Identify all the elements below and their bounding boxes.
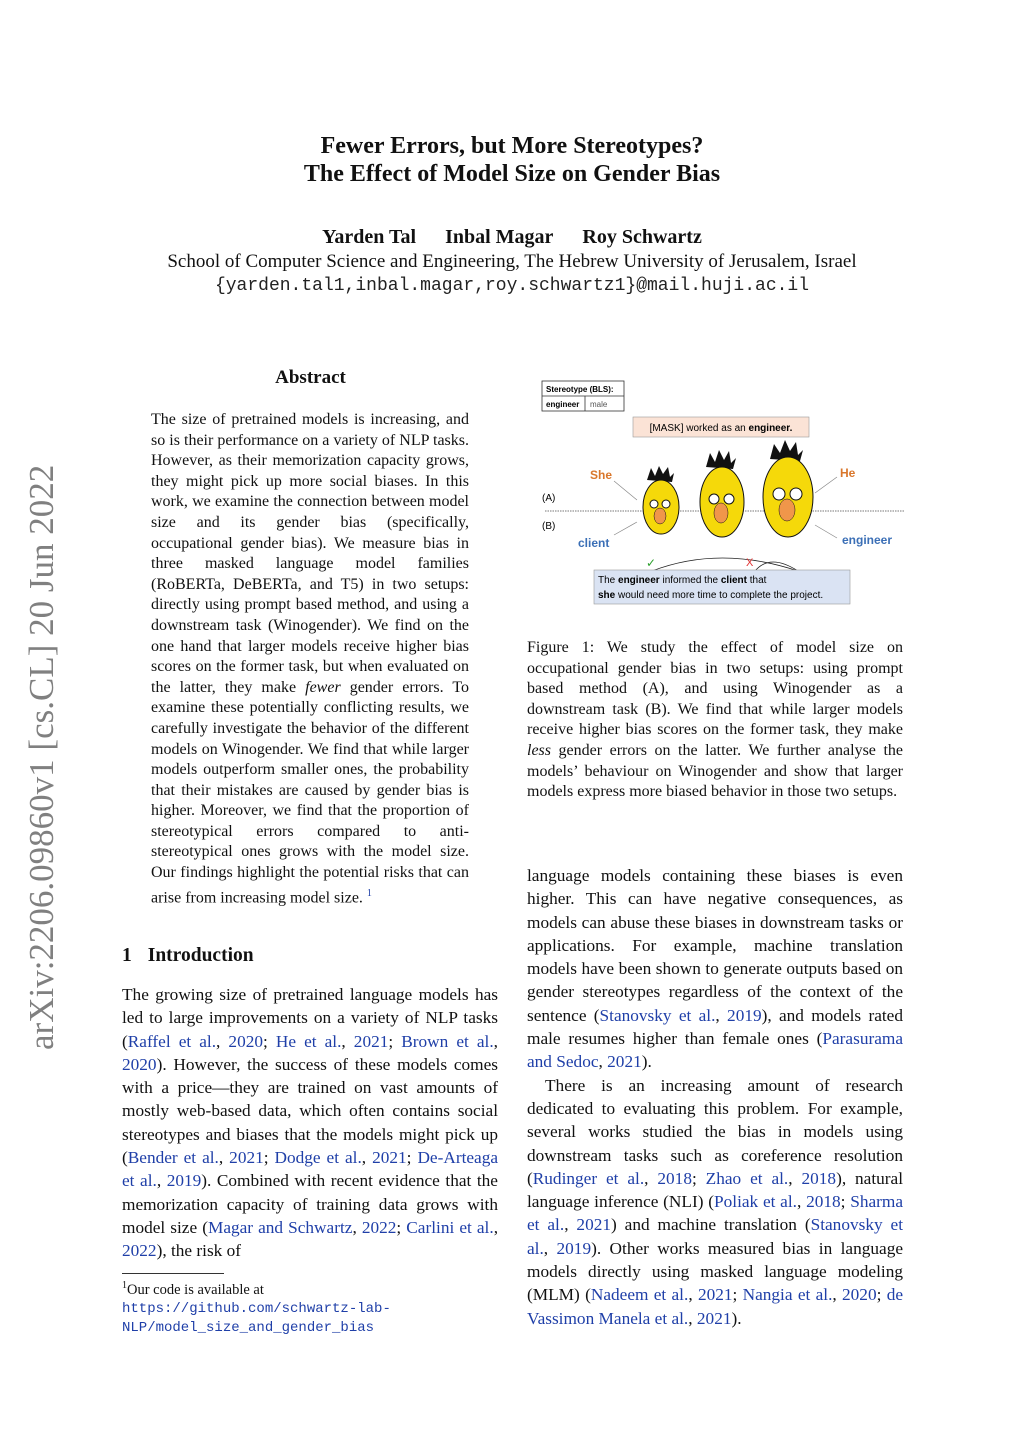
citation-link[interactable]: Poliak et al.	[714, 1192, 797, 1212]
citation-link[interactable]: de Vassimon Manela et al.	[527, 1285, 903, 1328]
text-run: ), natural language inference (NLI) (	[527, 1168, 904, 1212]
introduction-paragraph	[527, 1074, 903, 1330]
text-run: ,	[216, 1031, 229, 1051]
text-run: ;	[840, 1192, 851, 1212]
text-run: ;	[406, 1148, 418, 1168]
citation-link[interactable]: 2021	[353, 1031, 389, 1051]
winogender-sentence-line-1	[598, 575, 767, 586]
figure-caption	[527, 638, 903, 803]
citation-link[interactable]: 2022	[122, 1241, 157, 1261]
text-run: ,	[796, 1192, 807, 1212]
svg-text:[MASK] worked as an engineer.	[650, 423, 793, 434]
text-run: There is an increasing amount of research dedicated to evaluating this problem. For example, several works studied the bias in models using downstream tasks such as coreference resolution (	[527, 1075, 903, 1188]
stereotype-table	[542, 381, 624, 411]
citation-link[interactable]: Parasurama and Sedoc	[527, 1029, 903, 1072]
prompt-box	[633, 417, 809, 437]
text-run: language models containing these biases is even higher. This can have negative consequences, as models can abuse these biases in downstream tasks or applications. For example, machine translation models have been shown to generate outputs based on gender stereotypes regardless of the context of the sentence (	[527, 866, 903, 1025]
text-run: ). Other works measured bias in language models directly using masked language modeling (MLM) (	[527, 1238, 903, 1305]
citation-link[interactable]: 2021	[696, 1308, 732, 1328]
bert-face-medium-icon	[700, 450, 744, 537]
text-run: gender errors on the latter. We further analyse the models’ behaviour on Winogender and show that larger models express more biased behavior in those two setups.	[527, 741, 903, 801]
affiliation: School of Computer Science and Engineering, The Hebrew University of Jerusalem, Israel	[167, 251, 857, 272]
text-run: ,	[352, 1217, 362, 1237]
section-heading-introduction	[122, 945, 254, 967]
abstract-heading: Abstract	[275, 367, 346, 388]
text-run: ,	[788, 1168, 802, 1188]
paper-title	[0, 132, 1024, 188]
citation-link[interactable]: 2021	[576, 1215, 611, 1235]
text-run: The size of pretrained models is increasing, and so is their performance on a variety of NLP tasks. However, as their memorization capacity grows, they might pick up more social biases. In this work, we examine the connection between model size and its gender bias (specifically, occupational gender bias). We measure bias in three masked language model families (RoBERTa, DeBERTa, and T5) in two setups: directly using prompt based method, and using a downstream task (Winogender). We find on the one hand that larger models receive higher bias scores on the former task, but when evaluated on the latter, they make	[151, 411, 469, 696]
winogender-sentence-line-2	[598, 590, 823, 601]
text-run: ,	[644, 1168, 658, 1188]
author-emails: {yarden.tal1,inbal.magar,roy.schwartz1}@mail.huji.ac.il	[214, 276, 810, 296]
text-run: Figure 1: We study the effect of model size on occupational gender bias in two setups: using prompt based method (A), and using Winogender as a downstream task (B). We find that while larger models receive higher bias scores on the former task, they make	[527, 639, 903, 739]
footnote-mark: 1	[122, 1280, 127, 1291]
citation-link[interactable]: 2021	[229, 1148, 264, 1168]
cross-icon: X	[746, 557, 754, 569]
text-run: ), the risk of	[156, 1241, 242, 1261]
citation-link[interactable]: He et al.	[275, 1031, 342, 1051]
text-run: ) and machine translation (	[610, 1215, 811, 1235]
citation-link[interactable]: 2018	[806, 1192, 841, 1212]
citation-link[interactable]: Carlini et al.	[406, 1217, 494, 1237]
text-run: ,	[493, 1031, 498, 1051]
citation-link[interactable]: Zhao et al.	[705, 1168, 789, 1188]
title-line-1: Fewer Errors, but More Stereotypes?	[320, 133, 704, 159]
citation-link[interactable]: Stanovsky et al.	[599, 1005, 716, 1025]
citation-link[interactable]: 2022	[361, 1217, 397, 1237]
footnote	[122, 1277, 498, 1337]
citation-link[interactable]: 2018	[801, 1168, 837, 1188]
sentence-text: informed the	[659, 575, 721, 586]
citation-link[interactable]: Rudinger et al.	[532, 1168, 645, 1188]
citation-link[interactable]: 2019	[166, 1171, 202, 1191]
bert-face-large-icon	[763, 440, 813, 537]
introduction-paragraph	[527, 864, 903, 1074]
text-run: gender errors. To examine these potentially conflicting results, we carefully investigate the behavior of the different models on Winogender. We find that while larger models outperform smaller ones, the probability that their mistakes are caused by gender bias is higher. Moreover, we find that the proportion of stereotypical errors compared to anti-stereotypical ones grows with the model size. Our findings highlight the potential risks that can arise from increasing model size.	[151, 678, 469, 906]
citation-link[interactable]: 2020	[228, 1031, 263, 1051]
citation-link[interactable]: Magar and Schwartz	[207, 1217, 353, 1237]
check-icon: ✓	[646, 556, 657, 570]
text-run: ,	[715, 1005, 728, 1025]
citation-link[interactable]: 2018	[657, 1168, 692, 1188]
table-header: Stereotype (BLS):	[546, 385, 614, 394]
text-run: ;	[876, 1285, 887, 1305]
text-run: ,	[341, 1031, 354, 1051]
citation-link[interactable]: 2019	[556, 1238, 592, 1258]
sentence-text: that	[746, 575, 767, 586]
citation-link[interactable]: Raffel et al.	[127, 1031, 217, 1051]
sentence-text: The	[598, 575, 619, 586]
prompt-mask-text: [MASK] worked as an	[649, 423, 749, 434]
citation-link[interactable]: De-Arteaga et al.	[122, 1148, 499, 1191]
citation-link[interactable]: Sharma et al.	[527, 1192, 904, 1235]
text-run: ,	[543, 1238, 557, 1258]
label-she: She	[590, 468, 613, 482]
text-run: ,	[688, 1285, 698, 1305]
abstract-body	[151, 410, 469, 909]
text-run: ,	[688, 1308, 697, 1328]
text-run: ).	[731, 1308, 742, 1328]
text-run: ,	[493, 1217, 499, 1237]
citation-link[interactable]: Dodge et al.	[274, 1148, 362, 1168]
text-run: ;	[263, 1148, 275, 1168]
text-run: The growing size of pretrained language models has led to large improvements on a variety of NLP tasks (	[122, 985, 498, 1051]
bert-face-small-icon	[643, 466, 679, 534]
text-run: ,	[832, 1285, 843, 1305]
citation-link[interactable]: 2020	[842, 1285, 877, 1305]
section-number: 1	[122, 945, 132, 966]
table-gender: male	[590, 400, 608, 409]
author-list	[0, 226, 1024, 249]
prompt-occupation: engineer.	[748, 423, 793, 434]
citation-link[interactable]: 2020	[122, 1054, 157, 1074]
label-a: (A)	[542, 493, 556, 504]
text-run: ,	[564, 1215, 577, 1235]
citation-link[interactable]: 2021	[607, 1052, 642, 1072]
citation-link[interactable]: 1	[366, 887, 372, 899]
introduction-paragraph-1	[122, 983, 498, 1263]
label-client: client	[578, 536, 610, 550]
text-run: fewer	[305, 678, 341, 696]
figure-1	[530, 375, 910, 610]
text-run: ,	[598, 1052, 608, 1072]
text-run: ,	[218, 1148, 230, 1168]
arxiv-identifier: arXiv:2206.09860v1 [cs.CL] 20 Jun 2022	[22, 464, 61, 1050]
text-run: ). However, the success of these models comes with a price—they are trained on vast amounts of mostly web-based data, which often contains social stereotypes and biases that the models might pick up (	[122, 1054, 498, 1168]
citation-link[interactable]: Nangia et al.	[742, 1285, 833, 1305]
table-occupation: engineer	[546, 400, 580, 409]
citation-link[interactable]: 2019	[727, 1005, 762, 1025]
introduction-column-2	[527, 864, 903, 1330]
text-run: ;	[262, 1031, 276, 1051]
citation-link[interactable]: Stanovsky et al.	[527, 1215, 903, 1258]
citation-link[interactable]: 2021	[697, 1285, 733, 1305]
label-engineer: engineer	[842, 533, 893, 547]
author: Roy Schwartz	[582, 226, 702, 248]
highlighted-word: she	[598, 590, 616, 601]
text-run: ;	[691, 1168, 706, 1188]
section-title: Introduction	[147, 945, 254, 966]
text-run: ;	[732, 1285, 743, 1305]
citation-link[interactable]: Brown et al.	[401, 1031, 494, 1051]
sentence-text: would need more time to complete the project.	[618, 590, 824, 601]
text-run: less	[527, 741, 551, 759]
footnote-text: Our code is available at	[127, 1281, 264, 1298]
text-run: ).	[641, 1052, 652, 1072]
text-run: ), and models rated male resumes higher than female ones (	[527, 1005, 903, 1049]
text-run: ;	[388, 1031, 402, 1051]
text-run: ,	[361, 1148, 373, 1168]
highlighted-word: engineer	[618, 575, 660, 586]
citation-link[interactable]: 2021	[372, 1148, 407, 1168]
text-run: ). Combined with recent evidence that the memorization capacity of training data grows with model size (	[122, 1171, 498, 1237]
label-he: He	[840, 466, 856, 480]
label-b: (B)	[542, 521, 556, 532]
author: Inbal Magar	[445, 226, 554, 248]
citation-link[interactable]: Bender et al.	[127, 1148, 219, 1168]
highlighted-word: client	[720, 575, 747, 586]
citation-link[interactable]: Nadeem et al.	[590, 1285, 689, 1305]
text-run: ;	[396, 1217, 407, 1237]
text-run: ,	[156, 1171, 167, 1191]
code-link[interactable]: https://github.com/schwartz-lab-NLP/model_size_and_gender_bias	[122, 1300, 391, 1336]
title-line-2: The Effect of Model Size on Gender Bias	[303, 161, 721, 187]
author: Yarden Tal	[322, 226, 417, 248]
footnote-rule	[122, 1273, 224, 1274]
